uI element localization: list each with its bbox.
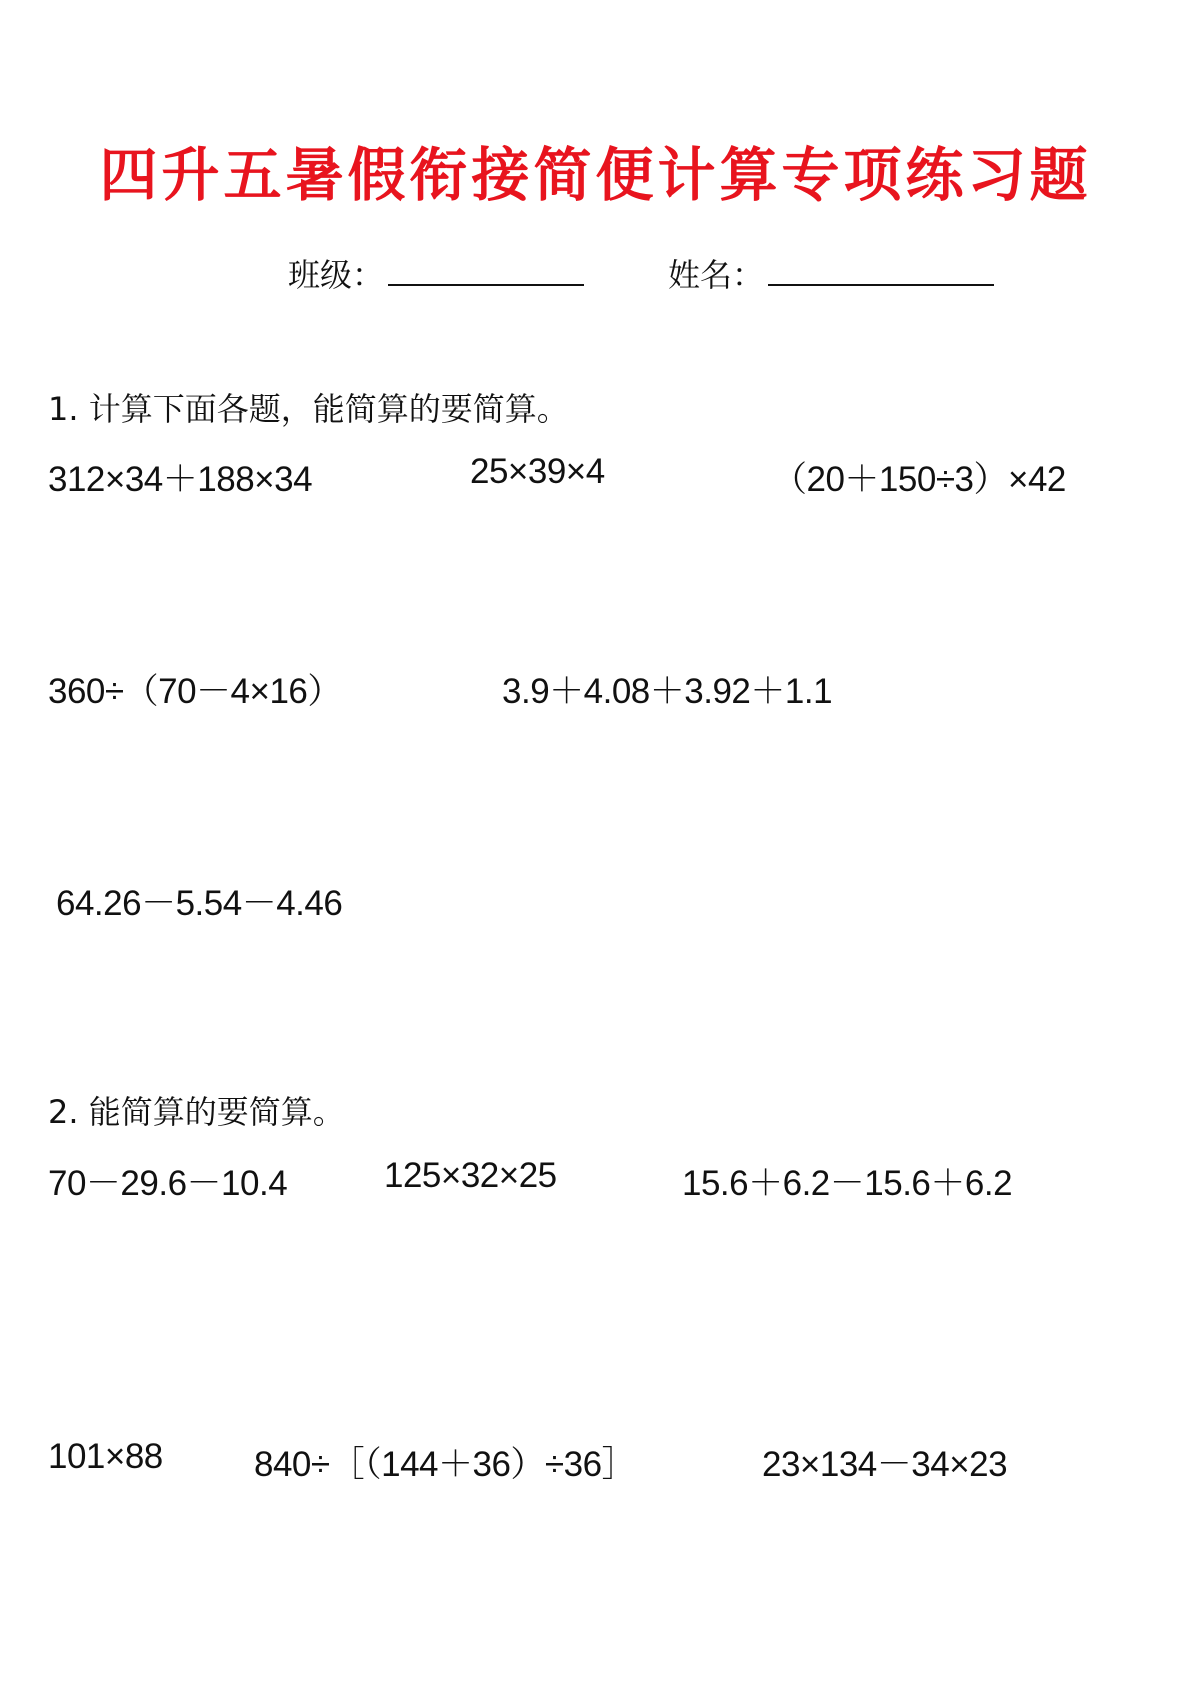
problem: 23×134－34×23 <box>762 1445 1008 1484</box>
class-field <box>288 250 584 296</box>
problem: 360÷（70－4×16） <box>48 672 342 711</box>
problem: 70－29.6－10.4 <box>48 1164 288 1203</box>
problem: 15.6＋6.2－15.6＋6.2 <box>682 1164 1013 1203</box>
problem: 312×34＋188×34 <box>48 460 313 499</box>
class-label: 班级： <box>288 256 385 294</box>
problem: 840÷［（144＋36）÷36］ <box>254 1445 637 1484</box>
worksheet-title: 四升五暑假衔接简便计算专项练习题 <box>99 141 1092 209</box>
name-label: 姓名： <box>668 256 765 294</box>
problem: 64.26－5.54－4.46 <box>56 884 343 923</box>
name-field <box>668 250 994 296</box>
problem: 25×39×4 <box>470 452 605 491</box>
problem: （20＋150÷3）×42 <box>772 460 1066 499</box>
section1-heading: 1. 计算下面各题，能简算的要简算。 <box>48 390 569 428</box>
section2-heading: 2. 能简算的要简算。 <box>48 1093 345 1131</box>
problem: 101×88 <box>48 1437 163 1476</box>
name-blank[interactable] <box>768 254 994 286</box>
problem: 3.9＋4.08＋3.92＋1.1 <box>502 672 833 711</box>
problem: 125×32×25 <box>384 1156 557 1195</box>
class-blank[interactable] <box>388 254 584 286</box>
